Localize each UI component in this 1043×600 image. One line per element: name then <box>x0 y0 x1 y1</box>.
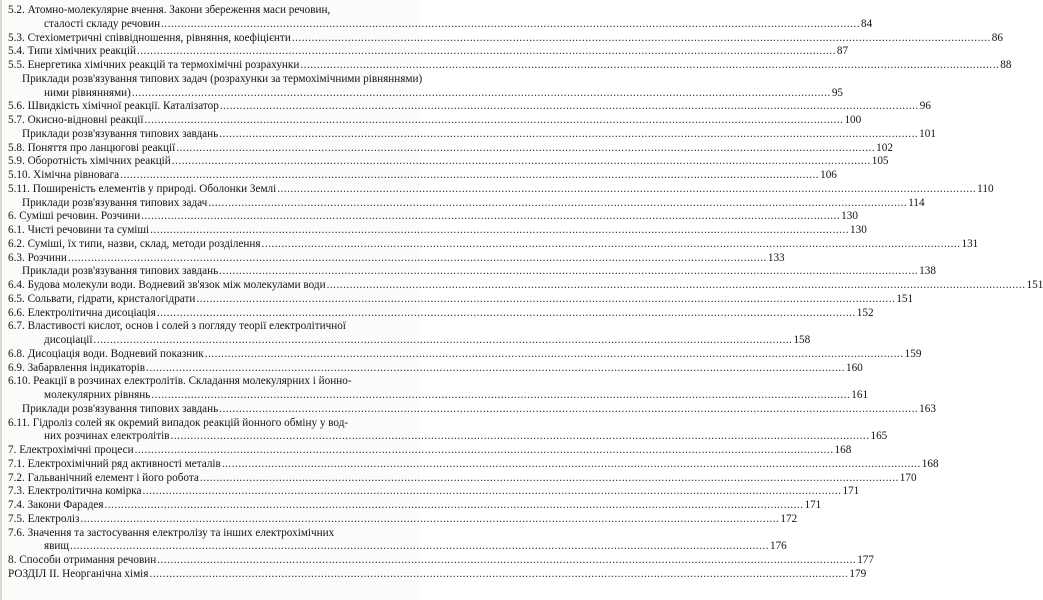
dot-leader <box>200 472 899 486</box>
toc-entry-title: 6.10. Реакції в розчинах електролітів. Складання молекулярних і йонно- <box>8 375 352 388</box>
toc-line <box>0 4 420 18</box>
toc-entry[interactable] <box>0 169 837 183</box>
toc-entry-title: Приклади розв'язування типових завдань <box>22 265 219 278</box>
toc-entry-title: них розчинах електролітів <box>44 430 170 443</box>
dot-leader <box>141 210 840 224</box>
dot-leader <box>208 197 907 211</box>
toc-entry-title: 5.10. Хімічна рівновага <box>8 169 120 181</box>
toc-entry[interactable] <box>0 417 420 431</box>
toc-page-number: 165 <box>870 430 888 443</box>
dot-leader <box>222 458 921 472</box>
dot-leader <box>292 32 991 46</box>
toc-entry[interactable] <box>0 100 931 114</box>
toc-line <box>0 237 979 252</box>
toc-page-number: 171 <box>842 485 860 498</box>
toc-entry[interactable] <box>0 567 867 582</box>
toc-entry-title: 7.2. Гальванічний елемент і його робота <box>8 471 199 484</box>
toc-entry[interactable] <box>0 375 420 389</box>
toc-entry[interactable] <box>0 45 849 59</box>
toc-line <box>0 251 785 266</box>
toc-page-number: 177 <box>857 554 874 566</box>
toc-page-number: 96 <box>919 100 931 113</box>
dot-leader <box>150 224 849 238</box>
toc-page-number: 95 <box>831 86 843 99</box>
toc-line <box>0 265 936 279</box>
toc-line <box>0 306 874 321</box>
toc-line <box>0 127 936 142</box>
toc-line <box>0 169 837 183</box>
toc-entry[interactable] <box>0 499 822 513</box>
toc-line <box>0 114 862 128</box>
toc-entry[interactable] <box>0 347 922 362</box>
toc-line <box>0 100 931 114</box>
toc-entry-title: 6.2. Суміші, їх типи, назви, склад, методи розділення <box>8 237 261 250</box>
toc-entry[interactable] <box>0 4 420 18</box>
toc-entry[interactable] <box>0 182 994 197</box>
toc-entry[interactable] <box>0 114 862 128</box>
dot-leader <box>120 169 819 183</box>
toc-entry-title: Приклади розв'язування типових задач (розрахунки за термохімічними рівняннями) <box>22 72 423 85</box>
toc-entry-title: 6.8. Дисоціація води. Водневий показник <box>8 347 204 360</box>
toc-page-number: 84 <box>861 17 873 30</box>
toc-entry[interactable] <box>0 471 917 486</box>
toc-entry[interactable] <box>0 457 939 472</box>
toc-entry-title: 5.11. Поширеність елементів у природі. Оболонки Землі <box>8 182 277 195</box>
dot-leader <box>149 568 848 582</box>
toc-line <box>0 224 867 238</box>
toc-page-number: 151 <box>896 292 914 305</box>
toc-line <box>0 210 858 224</box>
toc-entry-title: 5.2. Атомно-молекулярне вчення. Закони збереження маси речовин, <box>8 4 331 16</box>
toc-line <box>0 31 1003 46</box>
toc-entry[interactable] <box>0 59 1012 73</box>
toc-entry-title: ними рівняннями) <box>44 86 131 99</box>
toc-line <box>0 471 917 486</box>
toc-entry-title: 6.3. Розчини <box>8 251 67 264</box>
toc-line <box>0 512 798 527</box>
toc-line <box>0 485 860 499</box>
toc-line <box>0 196 925 211</box>
toc-entry[interactable] <box>0 31 1003 46</box>
toc-entry-title: 7.4. Закони Фарадея <box>8 499 104 511</box>
toc-entry[interactable] <box>0 237 979 252</box>
dot-leader <box>143 485 842 499</box>
toc-entry-title: 7.5. Електроліз <box>8 512 80 525</box>
toc-entry-title: Приклади розв'язування типових завдань <box>22 402 219 415</box>
dot-leader <box>135 444 834 458</box>
toc-page-number: 161 <box>851 389 869 401</box>
toc-page-number: 86 <box>991 31 1003 44</box>
toc-entry[interactable] <box>0 527 420 541</box>
toc-entry[interactable] <box>0 265 936 279</box>
toc-entry-title: молекулярних рівнянь <box>44 389 151 401</box>
dot-leader <box>68 252 767 266</box>
dot-leader <box>105 499 804 513</box>
toc-line <box>0 155 889 169</box>
toc-entry-title: Приклади розв'язування типових завдань <box>22 127 219 140</box>
dot-leader <box>132 87 831 101</box>
toc-line <box>0 527 420 541</box>
toc-page-number: 172 <box>780 512 798 525</box>
toc-entry[interactable] <box>0 334 811 348</box>
dot-leader <box>157 307 856 321</box>
toc-page-number: 168 <box>834 444 852 456</box>
toc-line <box>0 182 994 197</box>
dot-leader <box>327 279 1026 293</box>
toc-page-number: 102 <box>876 141 893 154</box>
toc-entry-title: 5.4. Типи хімічних реакцій <box>8 45 136 58</box>
toc-entry-title: 7.6. Значення та застосування електролізу та інших електрохімічних <box>8 526 335 539</box>
dot-leader <box>205 348 904 362</box>
toc-page-number: 131 <box>961 237 979 250</box>
dot-leader <box>94 334 793 348</box>
table-of-contents <box>0 4 1043 582</box>
dot-leader <box>151 389 850 403</box>
toc-line <box>0 389 869 403</box>
toc-entry[interactable] <box>0 17 873 32</box>
toc-entry-title: 8. Способи отримання речовин <box>8 554 157 566</box>
toc-entry-title: 6.5. Сольвати, гідрати, кристалогідрати <box>8 292 196 305</box>
dot-leader <box>262 238 961 252</box>
dot-leader <box>157 554 856 568</box>
toc-entry-title: 6.4. Будова молекули води. Водневий зв'язок між молекулами води <box>8 279 326 291</box>
toc-entry-title: 5.5. Енергетика хімічних реакцій та термохімічні розрахунки <box>8 59 300 71</box>
toc-page-number: 105 <box>871 155 889 168</box>
toc-entry-title: явищ <box>44 540 70 553</box>
dot-leader <box>176 142 875 156</box>
toc-line <box>0 59 1012 73</box>
toc-line <box>0 444 852 458</box>
toc-entry[interactable] <box>0 196 925 211</box>
toc-page-number: 101 <box>919 127 936 140</box>
toc-entry[interactable] <box>0 210 858 224</box>
dot-leader <box>80 513 779 527</box>
toc-entry[interactable] <box>0 279 1043 293</box>
toc-page-number: 88 <box>1000 59 1012 71</box>
toc-page-number: 106 <box>820 169 837 181</box>
toc-entry-title: 7.3. Електролітична комірка <box>8 485 142 498</box>
toc-line <box>0 457 939 472</box>
toc-page-number: 176 <box>769 540 787 553</box>
dot-leader <box>171 430 870 444</box>
toc-line <box>0 334 811 348</box>
toc-entry-title: 6.7. Властивості кислот, основ і солей з погляду теорії електролітичної <box>8 320 346 333</box>
toc-page-number: 151 <box>1026 279 1043 291</box>
toc-entry-title: 6.9. Забарвлення індикаторів <box>8 361 146 374</box>
toc-page-number: 171 <box>804 499 822 511</box>
toc-page-number: 110 <box>977 182 994 195</box>
toc-entry[interactable] <box>0 224 867 238</box>
toc-page-number: 130 <box>850 224 867 236</box>
toc-entry[interactable] <box>0 540 787 554</box>
toc-line <box>0 540 787 554</box>
toc-line <box>0 347 922 362</box>
toc-page-number: 159 <box>904 347 922 360</box>
toc-entry-title: Приклади розв'язування типових задач <box>22 196 208 209</box>
toc-line <box>0 361 863 376</box>
toc-entry-title: 7.1. Електрохімічний ряд активності металів <box>8 457 221 470</box>
toc-page-number: 100 <box>844 114 862 126</box>
toc-page-number: 152 <box>856 306 874 319</box>
toc-entry[interactable] <box>0 306 874 321</box>
toc-entry[interactable] <box>0 292 914 307</box>
toc-line <box>0 320 420 334</box>
dot-leader <box>219 403 918 417</box>
toc-entry-title: 5.8. Поняття про ланцюгові реакції <box>8 141 176 154</box>
toc-line <box>0 499 822 513</box>
toc-entry[interactable] <box>0 86 843 101</box>
toc-page-number: 168 <box>921 457 939 470</box>
toc-line <box>0 86 843 101</box>
toc-page-number: 114 <box>908 196 925 209</box>
toc-entry-title: 7. Електрохімічні процеси <box>8 444 134 456</box>
toc-entry[interactable] <box>0 389 869 403</box>
toc-entry[interactable] <box>0 155 889 169</box>
toc-line <box>0 72 423 87</box>
dot-leader <box>300 59 999 73</box>
toc-page-number: 160 <box>845 361 863 374</box>
toc-entry-title: 6. Суміші речовин. Розчини <box>8 210 141 223</box>
toc-entry[interactable] <box>0 554 874 568</box>
toc-page-number: 87 <box>836 45 849 58</box>
toc-line <box>0 375 420 389</box>
toc-entry-title: 5.3. Стехіометричні співвідношення, рівняння, коефіцієнти <box>8 31 291 44</box>
dot-leader <box>277 183 976 197</box>
toc-line <box>0 430 888 444</box>
toc-entry-title: 5.7. Окисно-відновні реакції <box>8 114 144 126</box>
toc-entry[interactable] <box>0 485 860 499</box>
toc-page-number: 158 <box>793 334 811 346</box>
toc-entry[interactable] <box>0 127 936 142</box>
toc-page-number: 133 <box>767 251 785 264</box>
toc-entry[interactable] <box>0 402 936 417</box>
toc-entry[interactable] <box>0 320 420 334</box>
dot-leader <box>146 362 845 376</box>
toc-entry-title: 6.6. Електролітична дисоціація <box>8 306 156 319</box>
dot-leader <box>172 155 871 169</box>
toc-line <box>0 45 849 59</box>
toc-page-number: 163 <box>919 402 936 415</box>
toc-line <box>0 554 874 568</box>
dot-leader <box>219 265 918 279</box>
dot-leader <box>220 100 919 114</box>
dot-leader <box>196 293 895 307</box>
toc-line <box>0 402 936 417</box>
toc-entry[interactable] <box>0 251 785 266</box>
dot-leader <box>145 114 844 128</box>
dot-leader <box>70 540 769 554</box>
toc-entry[interactable] <box>0 430 888 444</box>
toc-entry[interactable] <box>0 72 423 87</box>
toc-entry-title: дисоціації <box>44 334 93 346</box>
toc-line <box>0 279 1043 293</box>
toc-line <box>0 292 914 307</box>
toc-line <box>0 567 867 582</box>
toc-line <box>0 141 893 156</box>
dot-leader <box>137 45 836 59</box>
toc-entry-title: 5.9. Оборотність хімічних реакцій <box>8 155 171 168</box>
toc-entry[interactable] <box>0 444 852 458</box>
toc-entry-title: 6.11. Гідроліз солей як окремий випадок реакцій йонного обміну у вод- <box>8 416 349 429</box>
toc-entry-title: РОЗДІЛ II. Неорганічна хімія <box>8 567 149 580</box>
toc-entry-title: 6.1. Чисті речовини та суміші <box>8 224 150 236</box>
toc-page-number: 130 <box>841 210 858 223</box>
toc-line <box>0 17 873 32</box>
toc-entry[interactable] <box>0 512 798 527</box>
toc-line <box>0 417 420 431</box>
toc-page-number: 138 <box>919 265 936 278</box>
toc-entry[interactable] <box>0 141 893 156</box>
dot-leader <box>219 128 918 142</box>
toc-entry[interactable] <box>0 361 863 376</box>
toc-page-number: 170 <box>899 471 917 484</box>
toc-page-number: 179 <box>849 567 867 580</box>
toc-entry-title: 5.6. Швидкість хімічної реакції. Каталізатор <box>8 100 219 113</box>
dot-leader <box>161 18 860 32</box>
toc-entry-title: сталості складу речовин <box>44 17 161 30</box>
